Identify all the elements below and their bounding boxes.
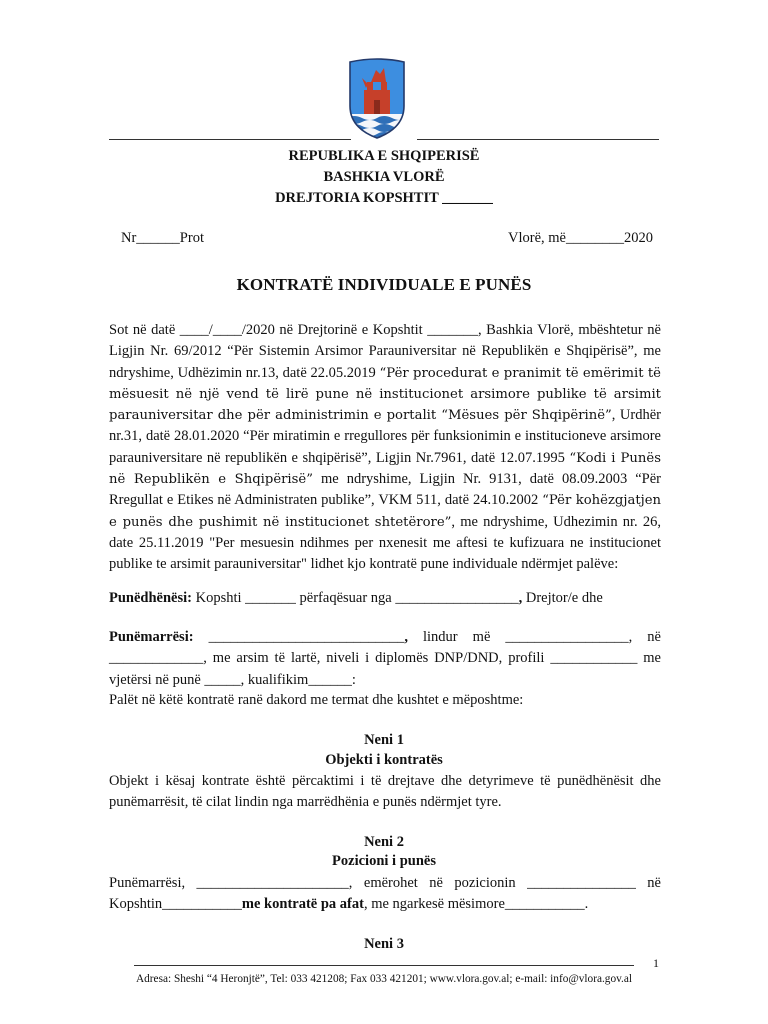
agreement-text: Palët në këtë kontratë ranë dakord me termat dhe kushtet e mëposhtme: — [109, 692, 524, 708]
intro-text-2: “Për procedurat e pranimit të emërimit të mësuesit në një vend të lirë pune në institucionet arsimore publike të arsimit parauniversitar dhe për administrimin e portalit “Mësues për Shqipërinë” — [109, 365, 661, 424]
document-title: KONTRATË INDIVIDUALE E PUNËS — [236, 275, 532, 294]
article-1-heading: Objekti i kontratës — [325, 752, 443, 768]
employee-label: Punëmarrësi: — [109, 629, 194, 645]
header-directorate: DREJTORIA KOPSHTIT _______ — [275, 190, 493, 206]
footer-address: Adresa: Sheshi “4 Heronjtë”, Tel: 033 421208; Fax 033 421201; www.vlora.gov.al; e-mail: info@vlora.gov.al — [135, 973, 632, 985]
article-1-body: Objekt i kësaj kontrate është përcaktimi i të drejtave dhe detyrimeve të punëdhënësit dhe punëmarrësit, të cilat lindin nga marrëdhënia e punës ndërmjet tyre. — [109, 773, 661, 811]
article-2-contract-type: me kontratë pa afat — [241, 896, 364, 913]
protocol-row — [121, 230, 653, 247]
intro-text-7: , me ndryshime, Udhezimin nr. 26, date 25.11.2019 "Per mesuesin ndihmes per nxenesit me aftesi te kufizuara ne institucionet publike te arsimit parauniversitar" lidhet kjo kontratë pune individuale ndërmjet palëve: — [109, 513, 662, 573]
intro-text-4: “Kodi i Punës në Republikën e Shqipërisë” — [109, 450, 661, 488]
header-republic: REPUBLIKA E SHQIPERISË — [288, 148, 480, 164]
protocol-number: Nr______Prot — [121, 230, 204, 246]
page-number: 1 — [653, 956, 659, 970]
header-rule-right — [417, 139, 659, 140]
intro-text-3: , Urdhër nr.31, datë 28.01.2020 “Për miratimin e rregullores për funksionimin e institucioneve arsimore parauniversitare në republikën e shqipërisë”, Ligjin Nr.7961, datë 12.07.1995 — [109, 407, 661, 466]
article-2-body-text: Punëmarrësi, _____________________, emërohet në pozicionin _______________ në Kopshtin___________ — [109, 875, 661, 913]
article-2-number: Neni 2 — [364, 834, 404, 850]
article-3-number: Neni 3 — [364, 936, 404, 952]
article-1-number: Neni 1 — [364, 732, 404, 748]
employer-paragraph — [109, 588, 661, 609]
employer-text: Kopshti _______ përfaqësuar nga _________________ — [192, 590, 519, 606]
employer-tail: Drejtor/e dhe — [522, 590, 603, 606]
header-rule-left — [109, 139, 351, 140]
intro-text-6: “Për kohëzgjatjen e punës dhe pushimit në institucionet shtetërore” — [109, 493, 662, 530]
article-2-body-tail: , me ngarkesë mësimore___________. — [363, 896, 589, 913]
vlora-coat-of-arms-icon — [346, 56, 408, 140]
intro-paragraph — [109, 320, 661, 576]
employee-details: lindur më _________________, në _____________, me arsim të lartë, niveli i diplomës DNP/DND, profili ____________ me vjetërsi në punë _____, kualifikim______: — [109, 629, 661, 688]
place-date: Vlorë, më________2020 — [508, 230, 653, 246]
article-2-heading: Pozicioni i punës — [332, 853, 436, 869]
intro-text-5: me ndryshime, Ligjin Nr. 9131, datë 08.09.2003 “Për Rregullat e Etikes në Administraten publike”, VKM 511, datë 24.10.2002 — [109, 471, 661, 509]
article-2-body — [109, 873, 661, 916]
header-municipality: BASHKIA VLORË — [323, 169, 445, 185]
intro-text-1: Sot në datë ____/____/2020 në Drejtorinë e Kopshtit _______, Bashkia Vlorë, mbështetur në Ligjin Nr. 69/2012 “Për Sistemin Arsimor Parauniversitar në Republikën e Shqipërisë”, me ndryshime, Udhëzimin nr.13, datë 22.05.2019 — [109, 322, 661, 381]
employer-comma: , — [518, 590, 523, 606]
employee-paragraph — [109, 627, 661, 691]
footer-rule — [134, 965, 634, 966]
employee-comma: , — [404, 629, 408, 645]
employer-label: Punëdhënësi: — [109, 590, 192, 606]
employee-name-blank: ___________________________ — [193, 629, 405, 645]
